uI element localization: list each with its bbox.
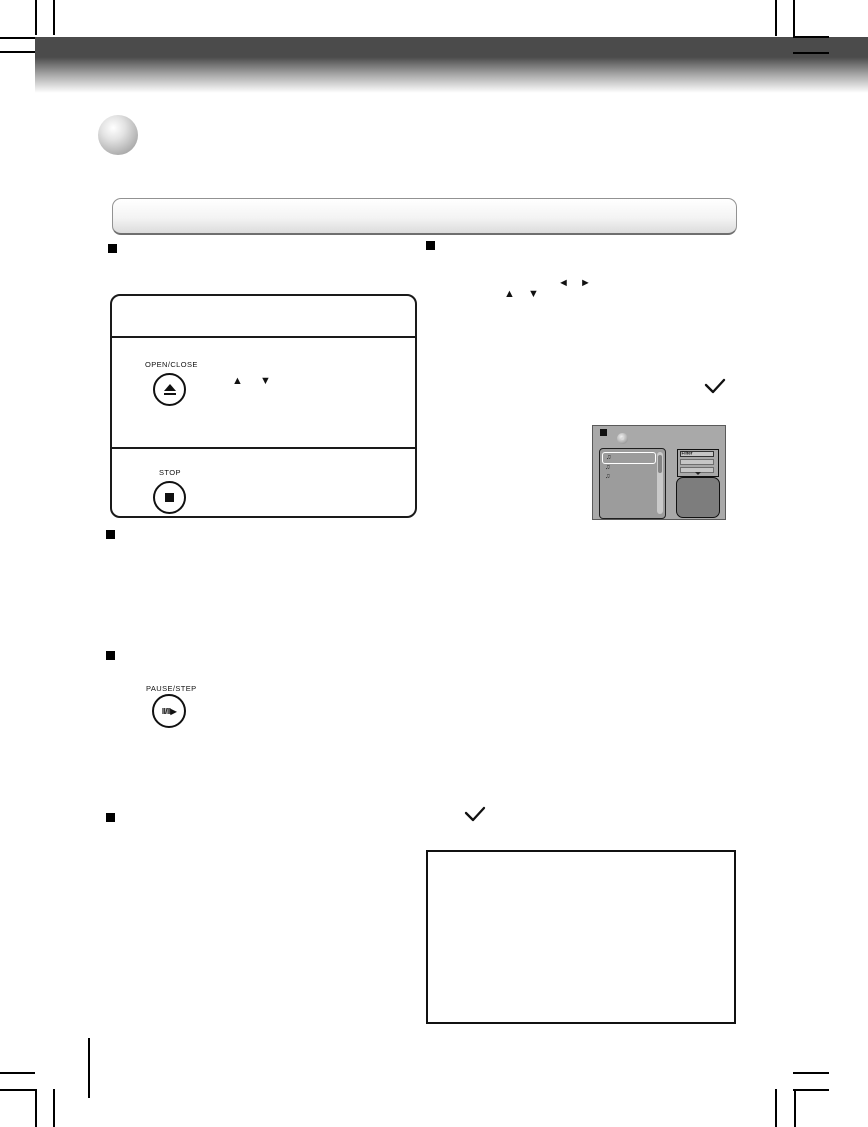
crop-mark — [35, 0, 37, 35]
osd-scrollbar-thumb — [658, 455, 662, 473]
bullet-square — [426, 241, 435, 250]
osd-filter-label: Filter — [681, 450, 693, 456]
osd-screenshot — [592, 425, 726, 520]
eject-icon-bar — [164, 393, 176, 396]
footer-rule — [88, 1038, 90, 1098]
stop-label: STOP — [159, 468, 181, 477]
crop-mark — [35, 1089, 37, 1127]
pause-step-label: PAUSE/STEP — [146, 684, 197, 693]
osd-filter-row — [680, 459, 714, 465]
stop-button — [153, 481, 186, 514]
crop-mark — [53, 0, 55, 35]
divider — [112, 336, 415, 338]
osd-bullet-square — [600, 429, 607, 436]
header-band — [35, 37, 868, 93]
osd-preview-box — [676, 477, 720, 518]
pause-step-icon: II/II▶ — [161, 706, 177, 716]
crop-mark — [793, 1089, 829, 1091]
crop-mark — [793, 36, 829, 38]
up-down-arrows: ▲ ▼ — [232, 375, 278, 387]
osd-filter-panel — [677, 449, 719, 477]
pause-step-button — [152, 694, 186, 728]
crop-mark — [0, 1072, 35, 1074]
bullet-square — [108, 244, 117, 253]
osd-track-list — [599, 448, 666, 519]
crop-mark — [0, 51, 35, 53]
osd-selected-track — [602, 452, 656, 464]
crop-mark — [793, 52, 829, 54]
open-close-label: OPEN/CLOSE — [145, 360, 198, 369]
section-title-bar — [112, 198, 737, 235]
crop-mark — [794, 1089, 796, 1127]
crop-mark — [53, 1089, 55, 1127]
music-note-icon: ♫ — [606, 454, 612, 461]
crop-mark — [0, 1089, 35, 1091]
crop-mark — [793, 0, 795, 36]
crop-mark — [775, 1089, 777, 1127]
osd-filter-button — [680, 451, 714, 457]
bullet-square — [106, 530, 115, 539]
eject-button — [153, 373, 186, 406]
front-panel-diagram-box — [110, 294, 417, 518]
crop-mark — [775, 0, 777, 36]
left-right-arrows: ◄ ► — [558, 277, 595, 289]
checkmark-icon — [464, 806, 486, 822]
divider — [112, 447, 415, 449]
bullet-square — [106, 813, 115, 822]
eject-icon — [164, 384, 176, 391]
bullet-square — [106, 651, 115, 660]
music-note-icon: ♫ — [605, 464, 611, 471]
dropdown-arrow-icon — [695, 472, 701, 475]
crop-mark — [0, 37, 35, 39]
stop-icon — [165, 493, 174, 502]
osd-scrollbar — [657, 452, 663, 514]
music-note-icon: ♫ — [605, 473, 611, 480]
note-frame — [426, 850, 736, 1024]
chapter-ball — [98, 115, 138, 155]
up-down-arrows: ▲ ▼ — [504, 288, 544, 300]
disc-icon — [617, 433, 628, 444]
crop-mark — [793, 1072, 829, 1074]
checkmark-icon — [704, 378, 726, 394]
